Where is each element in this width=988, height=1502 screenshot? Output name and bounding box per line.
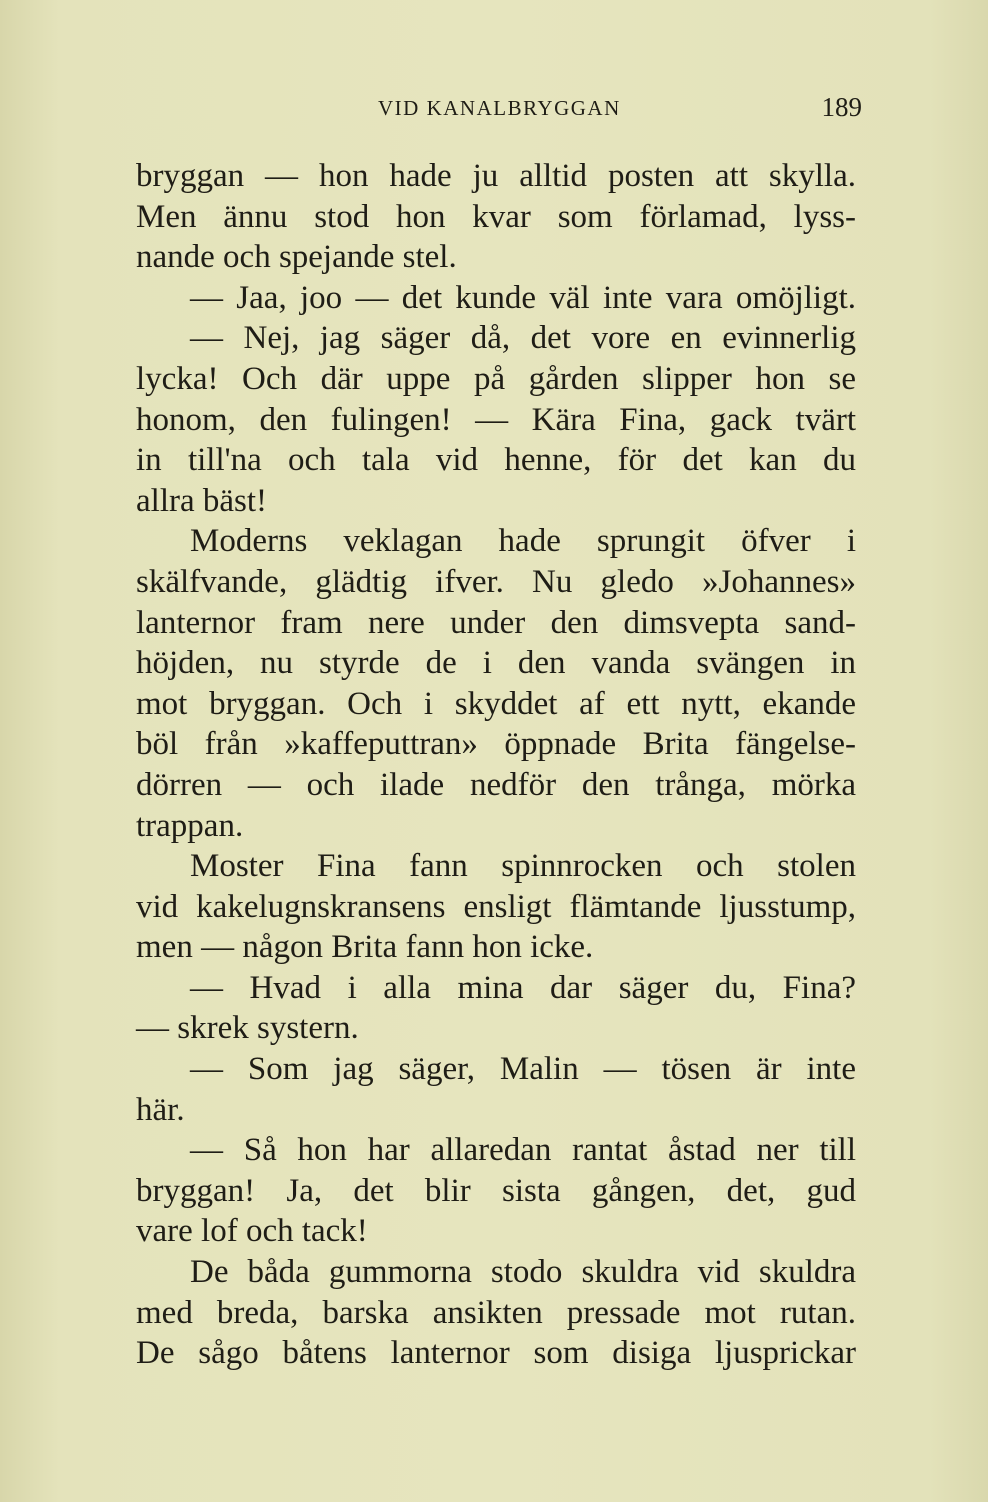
text-line: Moster Fina fann spinnrocken och stolen (190, 848, 856, 885)
text-line: De båda gummorna stodo skuldra vid skuldra (190, 1254, 856, 1291)
text-line: in till'na och tala vid henne, för det kan du (136, 442, 856, 479)
text-line: med breda, barska ansikten pressade mot rutan. (136, 1294, 856, 1331)
text-line: — Hvad i alla mina dar säger du, Fina? (190, 969, 856, 1006)
text-line: De sågo båtens lanternor som disiga ljusprickar (136, 1335, 856, 1372)
text-line: lanternor fram nere under den dimsvepta sand- (136, 604, 856, 641)
text-line: Men ännu stod hon kvar som förlamad, lyss- (136, 198, 856, 235)
text-line: — Nej, jag säger då, det vore en evinnerlig (190, 320, 856, 357)
text-line: böl från »kaffeputtran» öppnade Brita fängelse- (136, 726, 856, 763)
text-line: bryggan — hon hade ju alltid posten att skylla. (136, 158, 856, 194)
text-line: vid kakelugnskransens ensligt flämtande ljusstump, (136, 888, 856, 925)
text-line: lycka! Och där uppe på gården slipper hon se (136, 360, 856, 397)
text-line: vare lof och tack! (136, 1213, 368, 1250)
text-line: dörren — och ilade nedför den trånga, mörka (136, 766, 856, 803)
text-line: höjden, nu styrde de i den vanda svängen in (136, 645, 856, 682)
text-line: här. (136, 1091, 185, 1128)
text-line: — skrek systern. (136, 1010, 359, 1047)
text-line: trappan. (136, 807, 244, 844)
text-line: men — någon Brita fann hon icke. (136, 929, 594, 966)
text-line: — Som jag säger, Malin — tösen är inte (190, 1051, 856, 1088)
text-line: allra bäst! (136, 482, 268, 519)
running-head (138, 92, 862, 128)
text-line: Moderns veklagan hade sprungit öfver i (190, 523, 856, 560)
text-line: — Jaa, joo — det kunde väl inte vara omöjligt. (190, 279, 856, 316)
text-line: nande och spejande stel. (136, 239, 457, 276)
text-line: — Så hon har allaredan rantat åstad ner till (190, 1132, 856, 1169)
text-line: mot bryggan. Och i skyddet af ett nytt, ekande (136, 685, 856, 722)
text-line: skälfvande, glädtig ifver. Nu gledo »Johannes» (136, 563, 856, 600)
running-title: VID KANALBRYGGAN (378, 96, 621, 120)
text-line: honom, den fulingen! — Kära Fina, gack tvärt (136, 401, 856, 438)
page-number: 189 (821, 92, 862, 122)
body-text (136, 156, 856, 1374)
text-line: bryggan! Ja, det blir sista gången, det, gud (136, 1172, 856, 1209)
